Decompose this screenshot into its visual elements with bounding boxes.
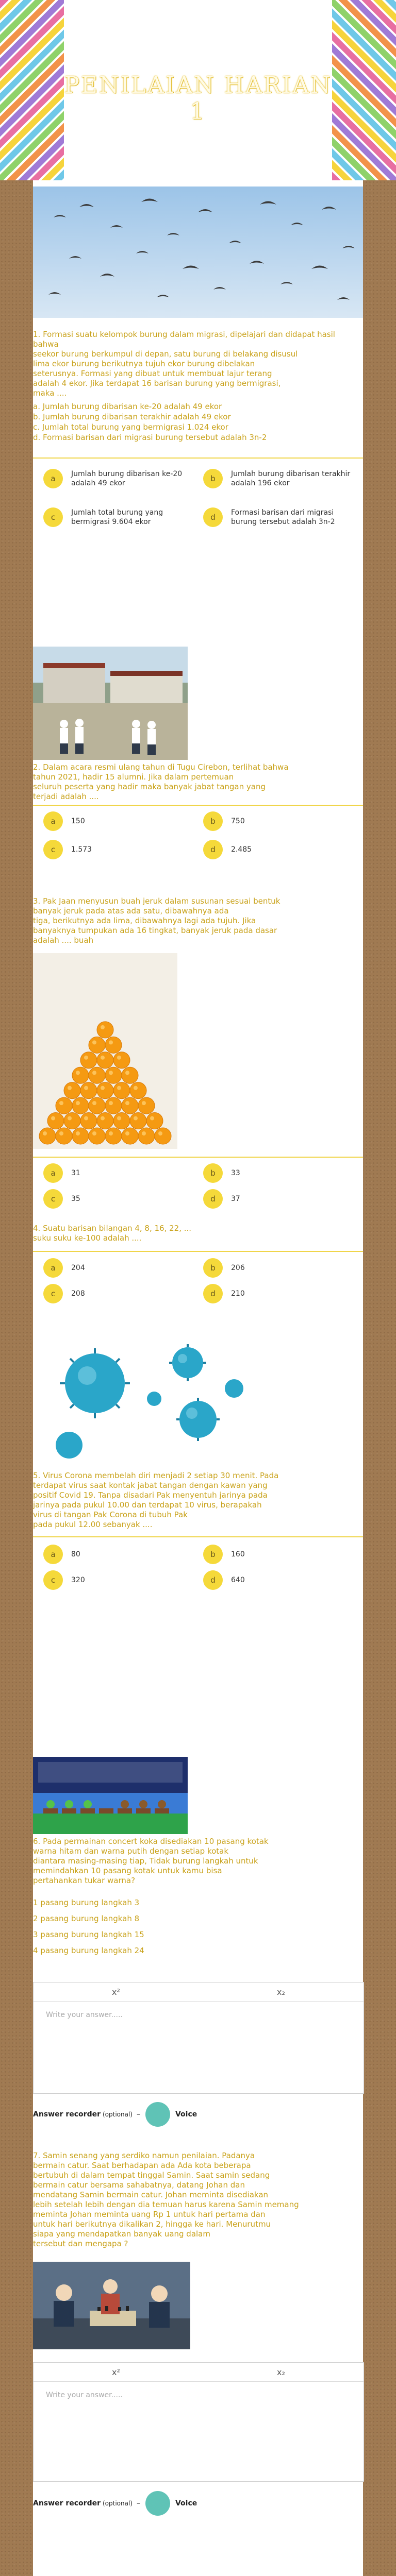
option-a[interactable] xyxy=(43,811,183,831)
answer-input[interactable]: Write your answer..... xyxy=(46,2011,123,2019)
option-d[interactable] xyxy=(203,507,353,527)
school-event-photo xyxy=(33,647,188,760)
statement-item: a. Jumlah burung dibarisan ke-20 adalah 49 ekor xyxy=(33,402,222,411)
option-letter: b xyxy=(203,469,223,488)
option-c[interactable] xyxy=(43,840,183,859)
option-letter: b xyxy=(203,811,223,831)
page-title: PENILAIAN HARIAN 1 xyxy=(64,72,332,125)
option-letter: d xyxy=(203,1189,223,1209)
option-letter: c xyxy=(43,1570,63,1590)
recorder-label: Answer recorder xyxy=(33,2499,101,2507)
question-3-text: 3. Pak Jaan menyusun buah jeruk dalam susunan sesuai bentuk banyak jeruk pada atas ada satu, dibawahnya ada tiga, berikutnya ada lima, dibawahnya lagi ada tujuh. Jika banyaknya tumpukan ada 16 tingkat, banyak jeruk pada dasar adalah .... buah xyxy=(33,896,280,945)
option-text: 33 xyxy=(231,1169,240,1177)
header-stripes-right xyxy=(332,0,396,180)
option-text: 2.485 xyxy=(231,845,252,854)
answer-editor[interactable] xyxy=(33,1982,364,2094)
question-7-text: 7. Samin senang yang serdiko namun penilaian. Padanya bermain catur. Saat berhadapan ada Ada kota beberapa bertubuh di dalam tempat tinggal Samin. Saat samin sedang bermain catur bersama sahabatnya, datang Johan dan mendatang Samin bermain catur. Johan meminta disediakan lebih setelah lebih dengan dia temuan harus karena Samin memang meminta Johan meminta uang Rp 1 untuk hari pertama dan untuk hari berikutnya dikalikan 2, hingga ke hari. Menurutmu siapa yang mendapatkan banyak uang dalam tersebut dan mengapa ? xyxy=(33,2151,299,2248)
option-c[interactable] xyxy=(43,1570,183,1590)
question-4-text: 4. Suatu barisan bilangan 4, 8, 16, 22, ... suku suku ke-100 adalah .... xyxy=(33,1224,192,1243)
option-text: 150 xyxy=(71,817,85,825)
option-text: 160 xyxy=(231,1550,245,1558)
voice-record-button[interactable] xyxy=(145,2102,170,2127)
frog-puzzle-game-image xyxy=(33,1757,188,1834)
option-letter: c xyxy=(43,840,63,859)
option-c[interactable] xyxy=(43,507,183,527)
option-b[interactable] xyxy=(203,1258,342,1278)
option-letter: a xyxy=(43,1545,63,1564)
option-d[interactable] xyxy=(203,1189,342,1209)
pattern-item: 3 pasang burung langkah 15 xyxy=(33,1930,144,1939)
question-4 xyxy=(33,1224,363,1246)
voice-record-button[interactable] xyxy=(145,2491,170,2516)
divider xyxy=(33,1251,363,1252)
virus-illustration xyxy=(33,1321,260,1463)
option-text: 204 xyxy=(71,1264,85,1272)
recorder-optional: (optional) xyxy=(102,2111,133,2118)
option-text: 1.573 xyxy=(71,845,92,854)
question-5-text: 5. Virus Corona membelah diri menjadi 2 setiap 30 menit. Pada terdapat virus saat kontak jabat tangan dengan kawan yang positif Covid 19. Tanpa disadari Pak menyentuh jarinya pada jarinya pada pukul 10.00 dan terdapat 10 virus, berapakah virus di tangan Pak Corona di tubuh Pak pada pukul 12.00 sebanyak .... xyxy=(33,1471,279,1529)
option-b[interactable] xyxy=(203,811,342,831)
option-letter: a xyxy=(43,811,63,831)
option-letter: c xyxy=(43,507,63,527)
option-letter: b xyxy=(203,1163,223,1183)
header-stripes-left xyxy=(0,0,64,180)
chess-players-photo xyxy=(33,2262,190,2349)
option-text: 320 xyxy=(71,1576,85,1584)
question-1-text: 1. Formasi suatu kelompok burung dalam migrasi, dipelajari dan didapat hasil bahwa seekor burung berkumpul di depan, satu burung di belakang disusul lima ekor burung berikutnya tujuh ekor burung dibelakan seterusnya. Formasi yang dibuat untuk membuat lajur terang adalah 4 ekor. Jika terdapat 16 barisan burung yang bermigrasi, maka .... xyxy=(33,330,335,398)
option-text: Jumlah burung dibarisan terakhir adalah 196 ekor xyxy=(231,470,351,487)
option-b[interactable] xyxy=(203,1163,342,1183)
option-letter: a xyxy=(43,1258,63,1278)
statement-item: d. Formasi barisan dari migrasi burung tersebut adalah 3n-2 xyxy=(33,433,267,442)
option-text: 206 xyxy=(231,1264,245,1272)
option-letter: a xyxy=(43,469,63,488)
recorder-label: Answer recorder xyxy=(33,2110,101,2119)
option-letter: c xyxy=(43,1284,63,1303)
question-6 xyxy=(33,1837,363,1959)
option-letter: d xyxy=(203,840,223,859)
option-letter: b xyxy=(203,1545,223,1564)
option-letter: b xyxy=(203,1258,223,1278)
option-text: 37 xyxy=(231,1195,240,1203)
option-d[interactable] xyxy=(203,1284,342,1303)
option-c[interactable] xyxy=(43,1284,183,1303)
question-7 xyxy=(33,2151,363,2252)
pattern-item: 1 pasang burung langkah 3 xyxy=(33,1898,140,1907)
option-letter: d xyxy=(203,507,223,527)
option-text: 35 xyxy=(71,1195,80,1203)
divider xyxy=(33,1157,363,1158)
question-6-text: 6. Pada permainan concert koka disediakan 10 pasang kotak warna hitam dan warna putih dengan setiap kotak diantara masing-masing tiap, Tidak burung langkah untuk memindahkan 10 pasang kotak untuk kamu bisa pertahankan tukar warna? xyxy=(33,1837,269,1885)
option-a[interactable] xyxy=(43,469,183,488)
option-a[interactable] xyxy=(43,1545,183,1564)
orange-pyramid-photo xyxy=(33,953,177,1149)
question-5 xyxy=(33,1471,363,1533)
header xyxy=(64,0,332,180)
option-text: 210 xyxy=(231,1290,245,1298)
option-letter: d xyxy=(203,1570,223,1590)
pattern-item: 2 pasang burung langkah 8 xyxy=(33,1914,140,1923)
option-letter: d xyxy=(203,1284,223,1303)
answer-editor[interactable] xyxy=(33,2362,364,2482)
question-2-text: 2. Dalam acara resmi ulang tahun di Tugu Cirebon, terlihat bahwa tahun 2021, hadir 15 alumni. Jika dalam pertemuan seluruh peserta yang hadir maka banyak jabat tangan yang terjadi adalah .... xyxy=(33,762,289,801)
option-text: 208 xyxy=(71,1290,85,1298)
option-b[interactable] xyxy=(203,1545,342,1564)
option-text: 640 xyxy=(231,1576,245,1584)
option-text: 31 xyxy=(71,1169,80,1177)
option-a[interactable] xyxy=(43,1163,183,1183)
option-text: 80 xyxy=(71,1550,80,1558)
statement-item: c. Jumlah total burung yang bermigrasi 1.024 ekor xyxy=(33,422,228,432)
statement-item: b. Jumlah burung dibarisan terakhir adalah 49 ekor xyxy=(33,412,231,421)
voice-label: Voice xyxy=(175,2110,197,2119)
divider xyxy=(33,457,363,459)
question-1 xyxy=(33,330,363,443)
divider xyxy=(33,1536,363,1537)
question-3 xyxy=(33,896,363,948)
option-c[interactable] xyxy=(43,1189,183,1209)
editor-toolbar xyxy=(34,2363,364,2382)
option-text: Jumlah burung dibarisan ke-20 adalah 49 ekor xyxy=(71,470,183,487)
option-b[interactable] xyxy=(203,469,353,488)
pattern-item: 4 pasang burung langkah 24 xyxy=(33,1946,144,1955)
answer-input[interactable]: Write your answer..... xyxy=(46,2391,123,2399)
option-text: Formasi barisan dari migrasi burung tersebut adalah 3n-2 xyxy=(231,509,335,526)
answer-recorder: Answer recorder (optional) – Voice xyxy=(33,2491,197,2516)
superscript-button[interactable]: x² xyxy=(112,1987,120,1997)
option-a[interactable] xyxy=(43,1258,183,1278)
question-2 xyxy=(33,762,363,805)
editor-toolbar xyxy=(34,1982,364,2002)
option-text: 750 xyxy=(231,817,245,825)
subscript-button[interactable]: x₂ xyxy=(277,1987,285,1997)
option-d[interactable] xyxy=(203,1570,342,1590)
option-letter: a xyxy=(43,1163,63,1183)
voice-label: Voice xyxy=(175,2499,197,2507)
subscript-button[interactable]: x₂ xyxy=(277,2367,285,2377)
superscript-button[interactable]: x² xyxy=(112,2367,120,2377)
answer-recorder: Answer recorder (optional) – Voice xyxy=(33,2102,197,2127)
option-d[interactable] xyxy=(203,840,342,859)
birds-photo xyxy=(33,187,363,318)
worksheet xyxy=(33,180,363,2576)
option-letter: c xyxy=(43,1189,63,1209)
option-text: Jumlah total burung yang bermigrasi 9.604 ekor xyxy=(71,509,163,526)
divider xyxy=(33,805,363,806)
recorder-optional: (optional) xyxy=(102,2500,133,2507)
